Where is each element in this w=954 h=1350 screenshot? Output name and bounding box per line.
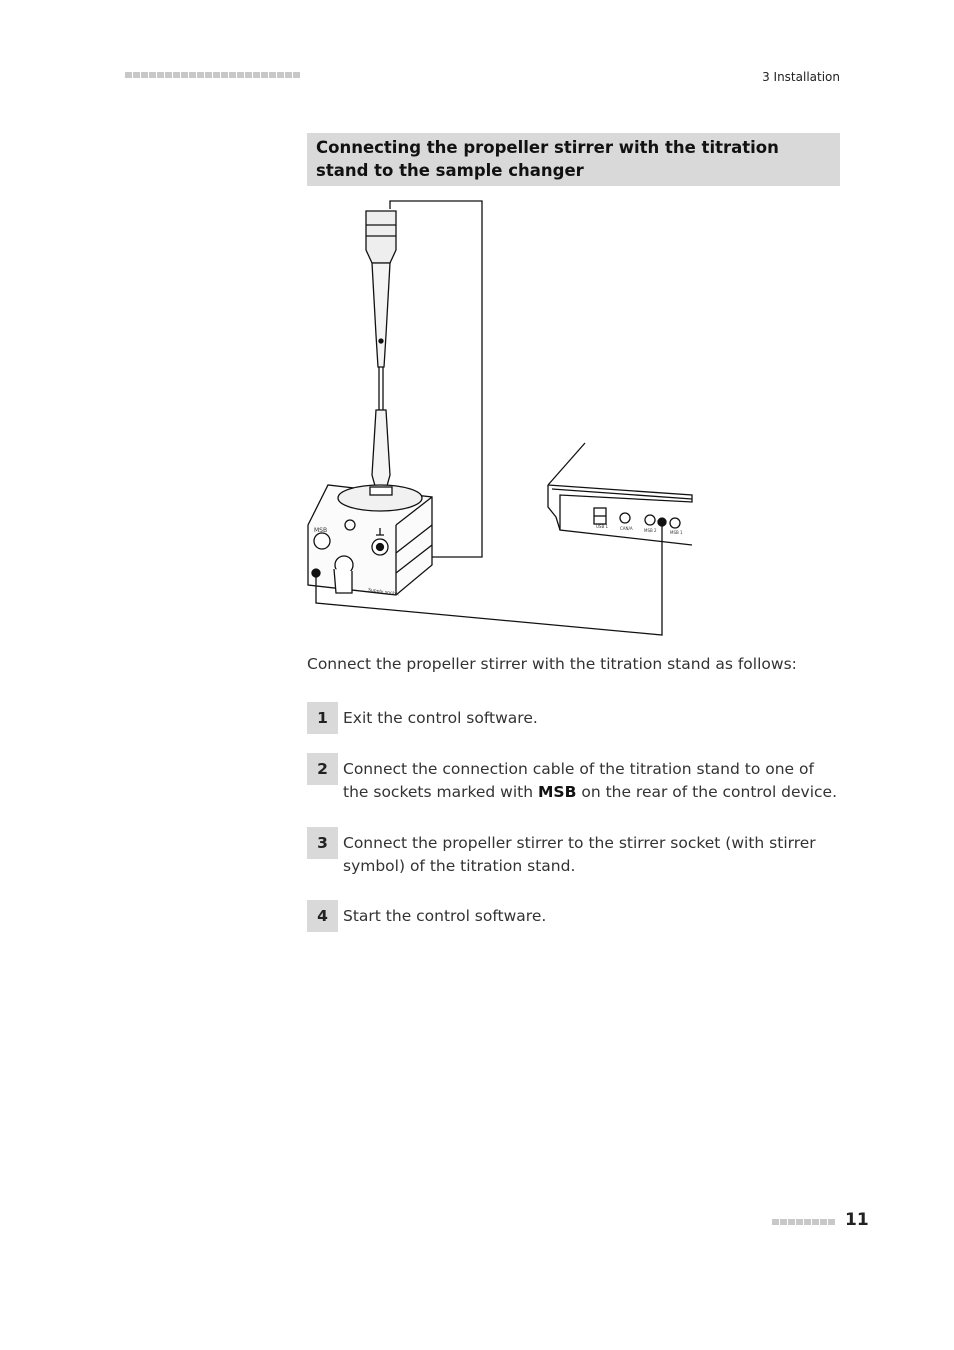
msb1-label: MSB 1 (670, 530, 683, 535)
step-1 (307, 702, 840, 734)
msb-term: MSB (538, 783, 577, 801)
chapter-title: 3 Installation (762, 70, 840, 84)
section-title: Connecting the propeller stirrer with the titration stand to the sample changer (307, 133, 840, 186)
can-label: CAN/A (620, 526, 633, 531)
step-text: Exit the control software. (343, 709, 538, 727)
propeller-stirrer (366, 211, 396, 493)
step-text: Start the control software. (343, 907, 547, 925)
titration-stand (308, 485, 432, 598)
step-3 (307, 827, 840, 878)
step-2 (307, 753, 840, 804)
header-decoration (125, 72, 300, 78)
msb-label: MSB (314, 527, 328, 534)
page-number: 11 (845, 1210, 869, 1230)
step-text (343, 753, 840, 804)
connection-diagram (300, 195, 700, 645)
step-number: 2 (307, 753, 338, 785)
step-number: 4 (307, 900, 338, 932)
step-4 (307, 900, 840, 932)
step-text: Connect the propeller stirrer to the stirrer socket (with stirrer symbol) of the titration stand. (343, 834, 816, 875)
supply-label: Supply socket (367, 588, 400, 598)
step-text-part: on the rear of the control device. (576, 783, 838, 801)
step-number: 3 (307, 827, 338, 859)
msb2-label: MSB 2 (644, 528, 657, 533)
step-number: 1 (307, 702, 338, 734)
step-text-part: Connect the connection cable of the titration stand to one of the sockets marked with (343, 760, 814, 801)
footer-decoration (772, 1219, 835, 1225)
usb-label: USB 1 (596, 524, 609, 529)
intro-text: Connect the propeller stirrer with the titration stand as follows: (307, 655, 797, 673)
